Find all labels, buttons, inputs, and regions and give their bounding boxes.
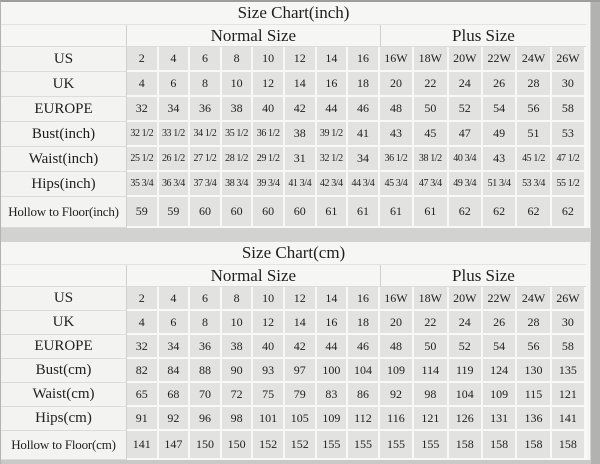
size-value-cell: 16 [317,72,349,97]
size-value-cell: 70 [190,383,222,407]
size-value-cell: 121 [552,383,586,407]
size-value-cell: 40 [253,97,285,122]
size-value-cell: 141 [552,407,586,431]
size-value-cell: 61 [317,197,349,228]
size-value-cell: 2 [127,47,159,72]
size-value-cell: 28 1/2 [222,147,254,172]
size-value-cell: 16 [348,287,380,311]
size-value-cell: 30 [552,72,586,97]
size-value-cell: 131 [483,407,517,431]
page-right-margin [591,2,600,464]
size-value-cell: 62 [552,197,586,228]
size-value-cell: 4 [127,72,159,97]
size-value-cell: 10 [222,311,254,335]
size-value-cell: 31 [285,147,317,172]
size-value-cell: 16W [380,47,414,72]
size-value-cell: 50 [414,97,448,122]
size-value-cell: 43 [380,122,414,147]
size-value-cell: 51 3/4 [483,172,517,197]
size-value-cell: 50 [414,335,448,359]
size-value-cell: 158 [552,431,586,460]
size-value-cell: 12 [285,47,317,72]
size-value-cell: 33 1/2 [159,122,191,147]
size-value-cell: 32 [127,335,159,359]
size-value-cell: 42 [285,335,317,359]
size-value-cell: 40 3/4 [449,147,483,172]
size-value-cell: 119 [449,359,483,383]
size-value-cell: 37 3/4 [190,172,222,197]
size-value-cell: 34 1/2 [190,122,222,147]
page-bottom-margin [1,460,591,464]
size-value-cell: 44 [317,335,349,359]
size-value-cell: 16W [380,287,414,311]
size-value-cell: 29 1/2 [253,147,285,172]
plus-size-header: Plus Size [380,265,586,287]
size-value-cell: 52 [449,97,483,122]
size-value-cell: 86 [348,383,380,407]
size-value-cell: 26 [483,311,517,335]
size-value-cell: 28 [517,311,551,335]
size-value-cell: 104 [449,383,483,407]
size-value-cell: 40 [253,335,285,359]
size-value-cell: 101 [253,407,285,431]
size-value-cell: 28 [517,72,551,97]
size-value-cell: 32 1/2 [127,122,159,147]
size-value-cell: 60 [190,197,222,228]
size-value-cell: 68 [159,383,191,407]
size-value-cell: 20 [380,72,414,97]
size-value-cell: 42 3/4 [317,172,349,197]
size-value-cell: 22W [483,47,517,72]
size-value-cell: 6 [159,311,191,335]
size-value-cell: 18W [414,47,448,72]
size-value-cell: 24 [449,72,483,97]
size-value-cell: 115 [517,383,551,407]
size-value-cell: 152 [253,431,285,460]
size-value-cell: 27 1/2 [190,147,222,172]
size-value-cell: 52 [449,335,483,359]
size-value-cell: 61 [414,197,448,228]
size-value-cell: 124 [483,359,517,383]
size-value-cell: 45 3/4 [380,172,414,197]
size-value-cell: 47 3/4 [414,172,448,197]
size-value-cell: 26 [483,72,517,97]
size-value-cell: 152 [285,431,317,460]
size-value-cell: 44 [317,97,349,122]
size-value-cell: 30 [552,311,586,335]
row-label: Bust(inch) [1,122,127,147]
size-value-cell: 12 [253,311,285,335]
size-value-cell: 116 [380,407,414,431]
row-label: Hips(inch) [1,172,127,197]
size-value-cell: 6 [190,47,222,72]
size-chart-inch-table [1,2,590,228]
size-value-cell: 61 [348,197,380,228]
size-value-cell: 8 [190,311,222,335]
size-value-cell: 158 [483,431,517,460]
size-value-cell: 62 [449,197,483,228]
size-value-cell: 34 [348,147,380,172]
table-title-inch: Size Chart(inch) [1,2,586,25]
size-value-cell: 39 3/4 [253,172,285,197]
size-value-cell: 55 1/2 [552,172,586,197]
size-value-cell: 24W [517,287,551,311]
size-value-cell: 49 [483,122,517,147]
row-label: Hollow to Floor(inch) [1,197,127,228]
size-value-cell: 98 [222,407,254,431]
size-value-cell: 109 [317,407,349,431]
size-value-cell: 8 [222,47,254,72]
size-value-cell: 6 [190,287,222,311]
size-value-cell: 20W [449,287,483,311]
size-value-cell: 45 1/2 [517,147,551,172]
size-value-cell: 135 [552,359,586,383]
size-value-cell: 155 [348,431,380,460]
size-value-cell: 4 [159,47,191,72]
size-value-cell: 121 [414,407,448,431]
size-value-cell: 60 [253,197,285,228]
size-value-cell: 10 [222,72,254,97]
size-value-cell: 56 [517,335,551,359]
size-value-cell: 14 [317,287,349,311]
size-value-cell: 38 [222,335,254,359]
size-value-cell: 24W [517,47,551,72]
size-value-cell: 14 [285,72,317,97]
size-value-cell: 104 [348,359,380,383]
size-value-cell: 4 [159,287,191,311]
size-value-cell: 88 [190,359,222,383]
table-title-cm: Size Chart(cm) [1,242,586,265]
size-chart-cm-table [1,242,590,460]
size-value-cell: 100 [317,359,349,383]
size-value-cell: 54 [483,97,517,122]
row-label: Hips(cm) [1,407,127,431]
size-value-cell: 61 [380,197,414,228]
size-value-cell: 14 [285,311,317,335]
size-value-cell: 56 [517,97,551,122]
size-value-cell: 92 [159,407,191,431]
size-value-cell: 91 [127,407,159,431]
size-value-cell: 44 3/4 [348,172,380,197]
size-value-cell: 49 3/4 [449,172,483,197]
size-value-cell: 130 [517,359,551,383]
size-value-cell: 39 1/2 [317,122,349,147]
row-label: US [1,287,127,311]
row-label: Waist(cm) [1,383,127,407]
size-value-cell: 18 [348,311,380,335]
size-value-cell: 72 [222,383,254,407]
size-value-cell: 12 [285,287,317,311]
size-value-cell: 34 [159,335,191,359]
size-value-cell: 58 [552,335,586,359]
size-value-cell: 38 [285,122,317,147]
size-value-cell: 96 [190,407,222,431]
size-value-cell: 38 3/4 [222,172,254,197]
size-value-cell: 35 3/4 [127,172,159,197]
size-value-cell: 59 [159,197,191,228]
size-value-cell: 158 [449,431,483,460]
size-value-cell: 20 [380,311,414,335]
size-value-cell: 26W [552,47,586,72]
corner-cell [1,265,127,287]
size-value-cell: 18 [348,72,380,97]
size-value-cell: 60 [222,197,254,228]
size-value-cell: 60 [285,197,317,228]
size-value-cell: 53 [552,122,586,147]
size-value-cell: 8 [190,72,222,97]
size-value-cell: 38 [222,97,254,122]
size-value-cell: 79 [285,383,317,407]
size-value-cell: 36 [190,335,222,359]
size-value-cell: 46 [348,97,380,122]
size-value-cell: 41 [348,122,380,147]
size-value-cell: 62 [483,197,517,228]
size-value-cell: 32 1/2 [317,147,349,172]
normal-size-header: Normal Size [127,265,380,287]
size-value-cell: 6 [159,72,191,97]
size-value-cell: 75 [253,383,285,407]
size-value-cell: 16 [348,47,380,72]
row-label: Hollow to Floor(cm) [1,431,127,460]
size-value-cell: 155 [380,431,414,460]
size-value-cell: 155 [317,431,349,460]
size-value-cell: 112 [348,407,380,431]
size-value-cell: 14 [317,47,349,72]
size-value-cell: 18W [414,287,448,311]
size-value-cell: 53 3/4 [517,172,551,197]
size-value-cell: 58 [552,97,586,122]
size-value-cell: 26W [552,287,586,311]
size-value-cell: 59 [127,197,159,228]
size-value-cell: 136 [517,407,551,431]
row-label: US [1,47,127,72]
size-value-cell: 22 [414,72,448,97]
plus-size-header: Plus Size [380,25,586,47]
size-value-cell: 158 [517,431,551,460]
row-label: EUROPE [1,97,127,122]
size-value-cell: 93 [253,359,285,383]
size-value-cell: 105 [285,407,317,431]
row-label: UK [1,311,127,335]
size-value-cell: 10 [253,47,285,72]
size-value-cell: 48 [380,97,414,122]
size-value-cell: 26 1/2 [159,147,191,172]
row-label: EUROPE [1,335,127,359]
size-value-cell: 43 [483,147,517,172]
size-value-cell: 65 [127,383,159,407]
size-value-cell: 98 [414,383,448,407]
size-value-cell: 36 1/2 [380,147,414,172]
size-value-cell: 36 1/2 [253,122,285,147]
row-label: Waist(inch) [1,147,127,172]
size-value-cell: 22W [483,287,517,311]
size-value-cell: 42 [285,97,317,122]
row-label: Bust(cm) [1,359,127,383]
size-value-cell: 82 [127,359,159,383]
size-value-cell: 22 [414,311,448,335]
size-value-cell: 109 [380,359,414,383]
size-value-cell: 83 [317,383,349,407]
size-value-cell: 150 [222,431,254,460]
size-value-cell: 32 [127,97,159,122]
size-value-cell: 38 1/2 [414,147,448,172]
size-value-cell: 141 [127,431,159,460]
size-value-cell: 62 [517,197,551,228]
size-value-cell: 36 3/4 [159,172,191,197]
size-value-cell: 46 [348,335,380,359]
size-value-cell: 35 1/2 [222,122,254,147]
size-value-cell: 10 [253,287,285,311]
size-value-cell: 51 [517,122,551,147]
size-value-cell: 92 [380,383,414,407]
size-value-cell: 4 [127,311,159,335]
size-value-cell: 150 [190,431,222,460]
size-value-cell: 41 3/4 [285,172,317,197]
row-label: UK [1,72,127,97]
size-value-cell: 109 [483,383,517,407]
size-value-cell: 36 [190,97,222,122]
corner-cell [1,25,127,47]
size-value-cell: 45 [414,122,448,147]
normal-size-header: Normal Size [127,25,380,47]
size-value-cell: 155 [414,431,448,460]
size-value-cell: 54 [483,335,517,359]
size-value-cell: 47 [449,122,483,147]
size-value-cell: 147 [159,431,191,460]
size-value-cell: 20W [449,47,483,72]
size-value-cell: 48 [380,335,414,359]
size-value-cell: 47 1/2 [552,147,586,172]
size-value-cell: 2 [127,287,159,311]
size-value-cell: 97 [285,359,317,383]
size-value-cell: 24 [449,311,483,335]
size-value-cell: 126 [449,407,483,431]
size-value-cell: 84 [159,359,191,383]
size-value-cell: 16 [317,311,349,335]
size-value-cell: 90 [222,359,254,383]
size-value-cell: 12 [253,72,285,97]
size-value-cell: 25 1/2 [127,147,159,172]
size-value-cell: 34 [159,97,191,122]
size-value-cell: 8 [222,287,254,311]
size-value-cell: 114 [414,359,448,383]
